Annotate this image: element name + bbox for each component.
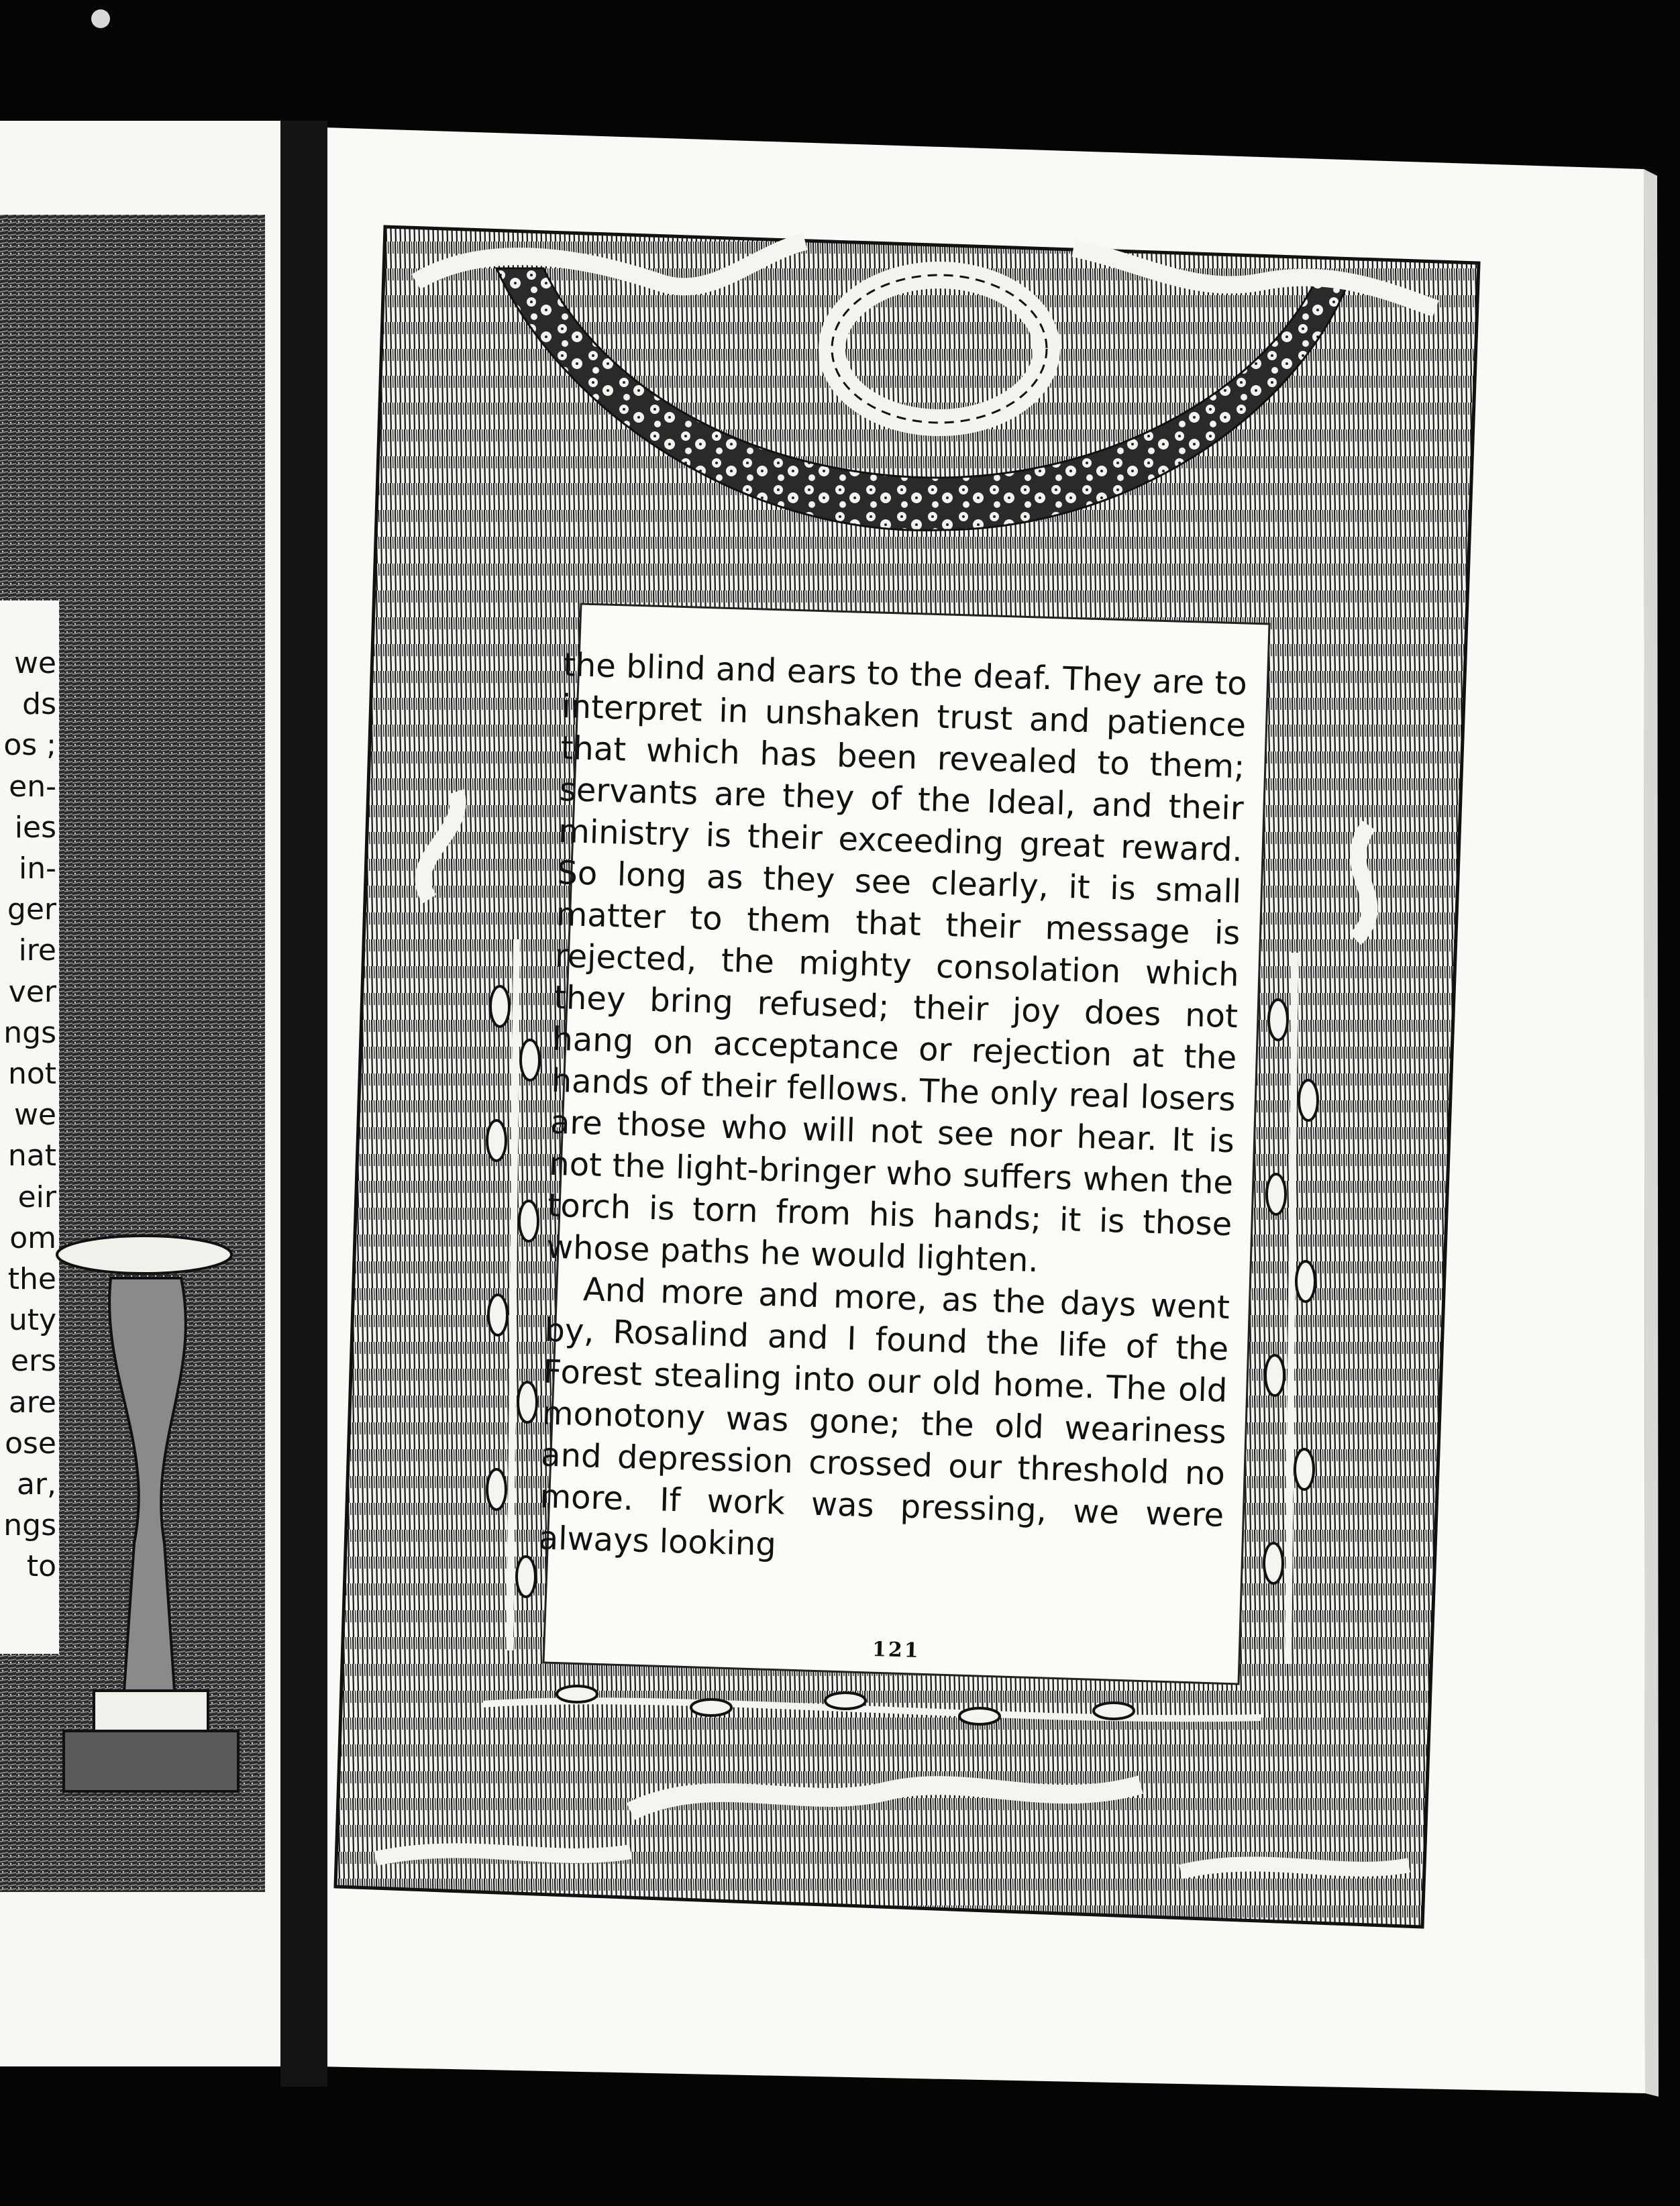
facing-line: not [7,1057,56,1092]
facing-page-text [0,643,56,1587]
facing-line: ire [18,933,56,968]
facing-line: eir [17,1179,56,1214]
facing-line: ger [7,892,56,927]
facing-line: to [26,1549,56,1584]
paragraph: And more and more, as the days went by, Rosalind and I found the life of the Forest stealing into our old home. The old monotony was gone; the old weariness and depression crossed our threshold no more. If work was pressing, we were always looking [537,1271,1230,1564]
facing-line: we [13,1098,56,1133]
facing-line: nat [7,1139,56,1173]
facing-line: ers [10,1344,56,1379]
page-number: 121 [872,1638,921,1663]
facing-line: are [8,1385,56,1420]
facing-line: ies [14,810,56,845]
paragraph: the blind and ears to the deaf. They are to interpret in unshaken trust and patience that which has been revealed to them; servants are they of the Ideal, and their ministry is their exceeding great reward. So long as they see clearly, it is small matter to them that their message is rejected, the mighty consolation which they bring refused; their joy does not hang on acceptance or rejection at the hands of their fellows. The only real losers are those who will not see nor hear. It is not the light-bringer who suffers when the torch is torn from his hands; it is those whose paths he would lighten. [546,645,1248,1280]
facing-line: in- [19,851,56,886]
right-page-edge [1644,169,1659,2097]
facing-line: om [9,1220,56,1255]
facing-line: ngs [3,1508,56,1543]
scan-speck [91,9,110,28]
facing-line: we [13,646,56,680]
facing-line: ngs [3,1015,56,1050]
facing-line: ose [5,1426,56,1461]
facing-line: ar, [16,1467,56,1502]
facing-line: ds [22,687,56,722]
facing-line: ver [8,974,56,1009]
facing-line: the [7,1262,56,1297]
facing-line: os ; [3,728,56,763]
facing-line: uty [8,1303,56,1338]
page-body-text [538,644,1248,1578]
binding-gutter [280,121,327,2087]
facing-line: en- [9,769,56,804]
